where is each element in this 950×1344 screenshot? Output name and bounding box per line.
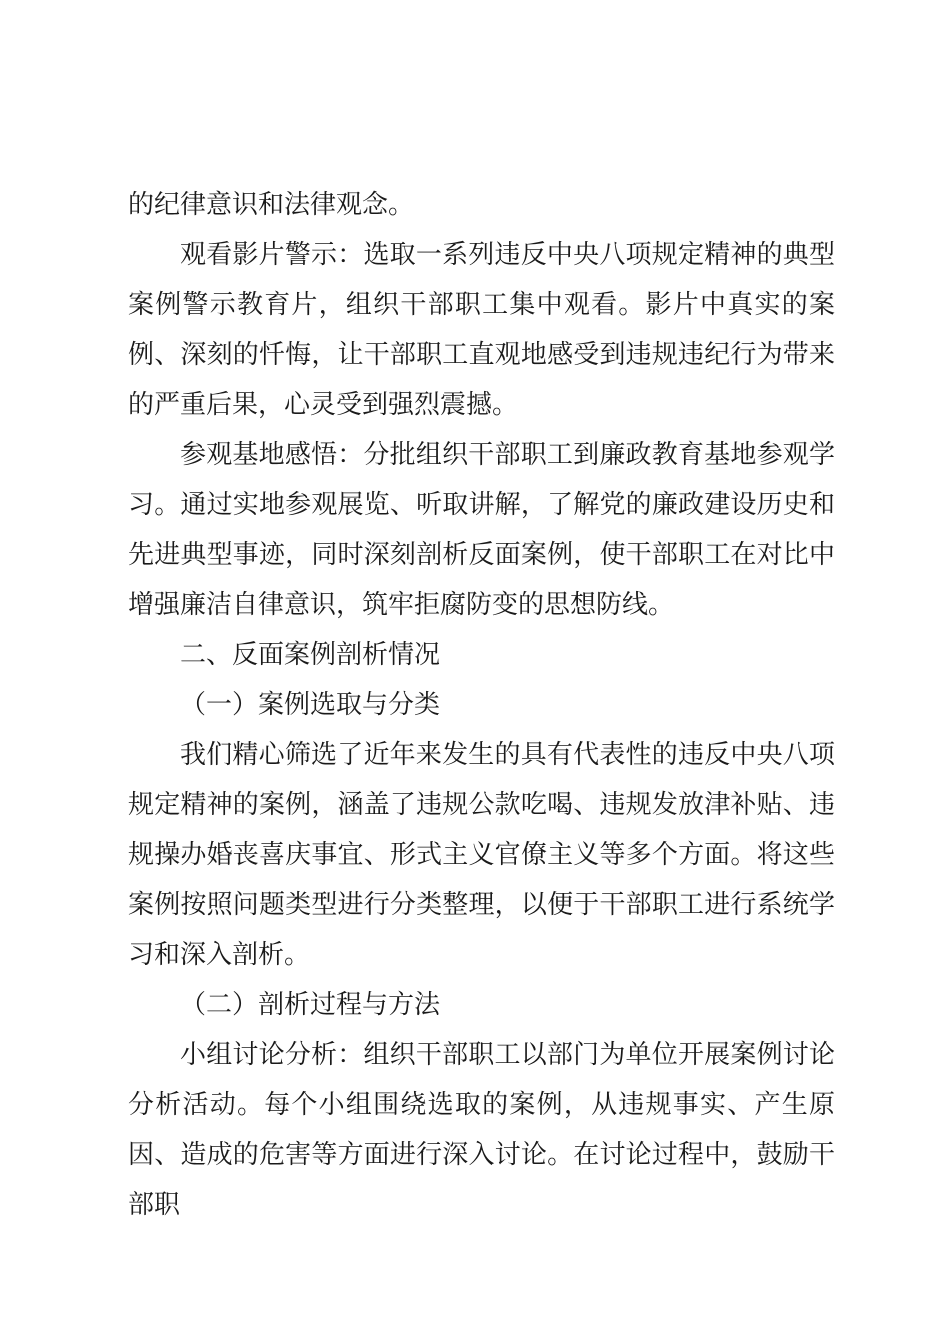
paragraph-continuation: 的纪律意识和法律观念。 <box>128 190 415 220</box>
subsection-heading-case-selection: （一）案例选取与分类 <box>180 690 441 720</box>
paragraph-case-selection: 我们精心筛选了近年来发生的具有代表性的违反中央八项规定精神的案例，涵盖了违规公款吃喝、违规发放津补贴、违规操办婚丧喜庆事宜、形式主义官僚主义等多个方面。将这些案例按照问题类型进行分类整理，以便于干部职工进行系统学习和深入剖析。 <box>128 740 835 970</box>
paragraph-group-discussion: 小组讨论分析：组织干部职工以部门为单位开展案例讨论分析活动。每个小组围绕选取的案例，从违规事实、产生原因、造成的危害等方面进行深入讨论。在讨论过程中，鼓励干部职 <box>128 1040 835 1220</box>
section-heading-case-analysis: 二、反面案例剖析情况 <box>180 640 441 670</box>
subsection-heading-analysis-method: （二）剖析过程与方法 <box>180 990 441 1020</box>
paragraph-film-warning: 观看影片警示：选取一系列违反中央八项规定精神的典型案例警示教育片，组织干部职工集中观看。影片中真实的案例、深刻的忏悔，让干部职工直观地感受到违规违纪行为带来的严重后果，心灵受到强烈震撼。 <box>128 240 835 420</box>
document-body <box>128 180 835 1230</box>
paragraph-base-visit: 参观基地感悟：分批组织干部职工到廉政教育基地参观学习。通过实地参观展览、听取讲解，了解党的廉政建设历史和先进典型事迹，同时深刻剖析反面案例，使干部职工在对比中增强廉洁自律意识，筑牢拒腐防变的思想防线。 <box>128 440 835 620</box>
